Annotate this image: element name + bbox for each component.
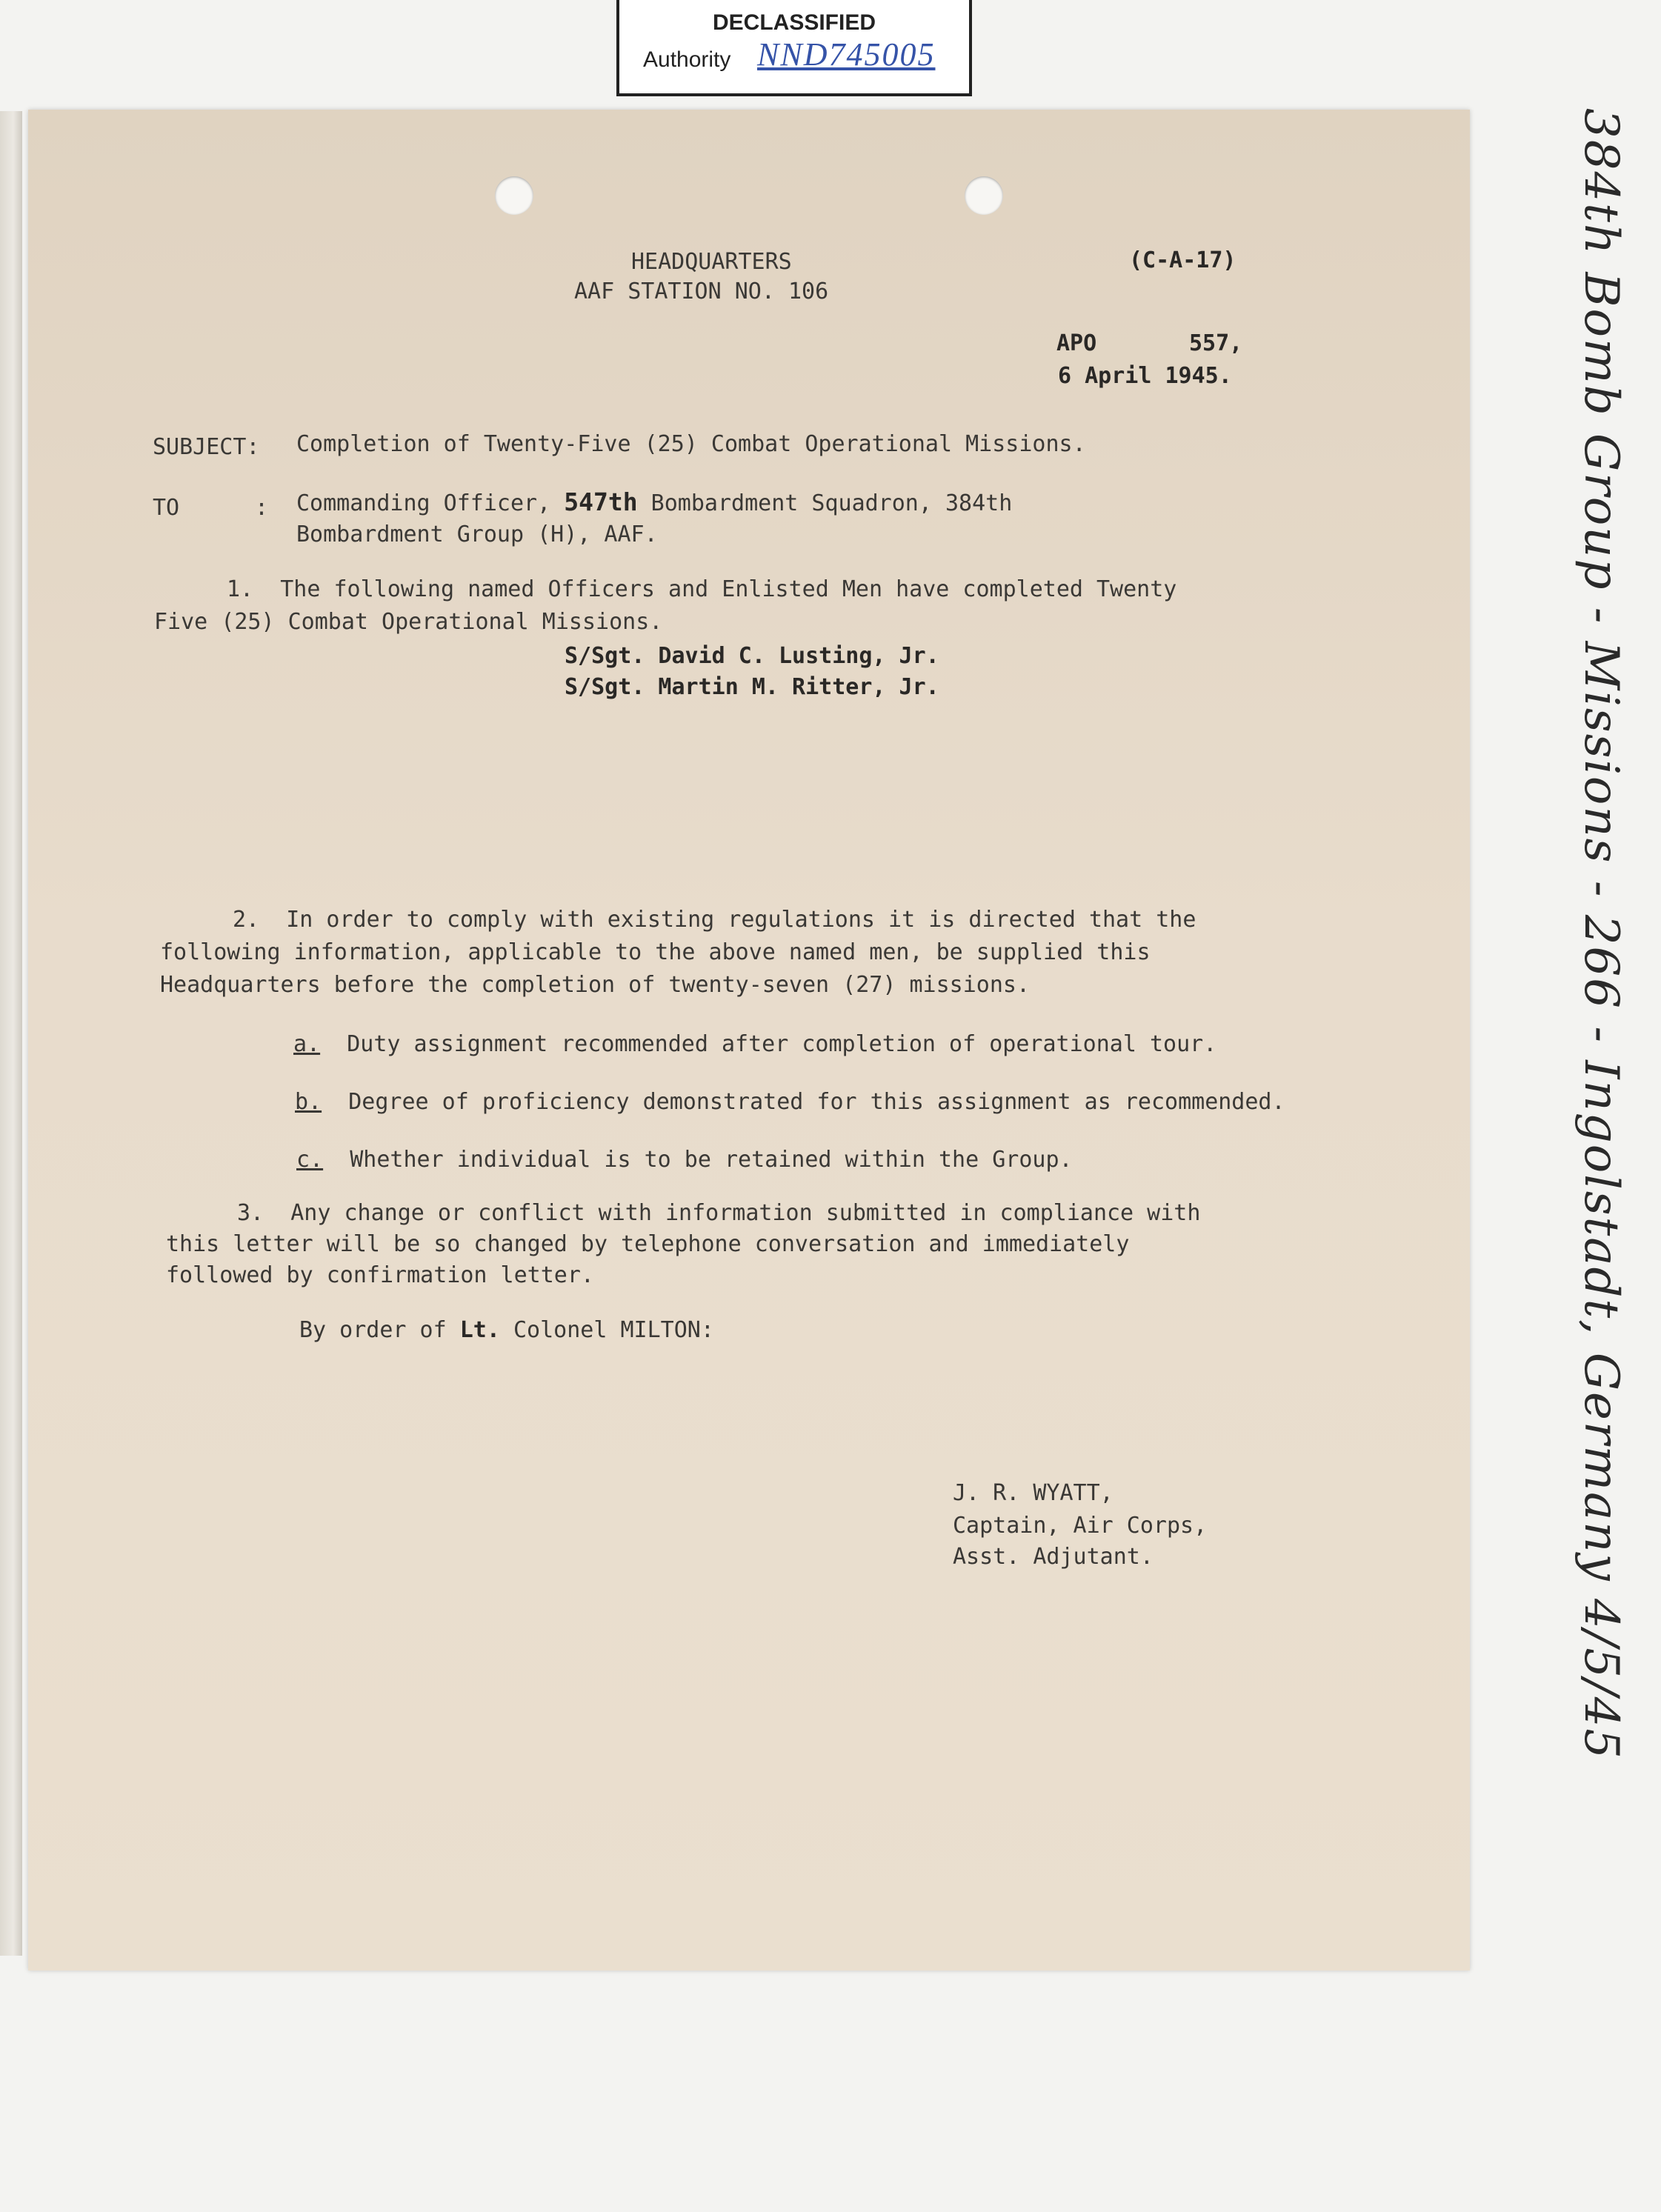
para-2-line-2: following information, applicable to the above named men, be supplied this [160,939,1151,965]
item-a-text: Duty assignment recommended after completion of operational tour. [347,1031,1217,1057]
name-2: S/Sgt. Martin M. Ritter, Jr. [565,674,939,700]
to-line-1-c: Bombardment Squadron, 384th [650,490,1013,516]
apo-number: 557, [1189,330,1243,356]
to-line-1-a: Commanding Officer, [296,490,551,516]
order-line-c: Colonel MILTON: [513,1317,714,1343]
to-line-2: Bombardment Group (H), AAF. [296,522,658,547]
item-b-letter: b. [295,1089,322,1115]
signature-rank: Captain, Air Corps, [953,1513,1208,1539]
item-c-text: Whether individual is to be retained within the Group. [350,1147,1073,1173]
document-sheet [28,110,1470,1971]
to-colon: : [255,495,269,521]
order-rank: Lt. [459,1317,500,1343]
declassified-stamp [616,0,972,96]
squadron-number: 547th [564,487,638,516]
signature-title: Asst. Adjutant. [953,1544,1154,1570]
item-b-text: Degree of proficiency demonstrated for this assignment as recommended. [348,1089,1285,1115]
subject-text: Completion of Twenty-Five (25) Combat Operational Missions. [296,431,1086,457]
subject-label: SUBJECT: [153,434,260,460]
para-3-line-2: this letter will be so changed by telephone conversation and immediately [166,1231,1130,1257]
para-2-line-1: 2. In order to comply with existing regulations it is directed that the [233,907,1196,933]
hq-line-2: AAF STATION NO. 106 [574,279,829,304]
stamp-heading: DECLASSIFIED [712,10,876,35]
para-2-line-3: Headquarters before the completion of twenty-seven (27) missions. [160,972,1030,998]
punch-hole-left [495,176,533,215]
name-1: S/Sgt. David C. Lusting, Jr. [565,643,939,669]
file-code: (C-A-17) [1129,247,1236,273]
hq-line-1: HEADQUARTERS [631,249,792,275]
item-c [296,1144,1073,1176]
signature-name: J. R. WYATT, [953,1480,1114,1506]
item-a [293,1028,1216,1061]
handwritten-margin-note: 384th Bomb Group - Missions - 266 - Ingolstadt, Germany 4/5/45 [1574,108,1628,1760]
item-c-letter: c. [296,1147,324,1173]
to-label: TO [153,495,180,521]
order-line-a: By order of [299,1317,447,1343]
para-1-line-2: Five (25) Combat Operational Missions. [154,609,663,635]
stamp-authority-number: NND745005 [757,36,936,73]
item-a-letter: a. [293,1031,321,1057]
para-3-line-3: followed by confirmation letter. [166,1262,594,1288]
para-3-line-1: 3. Any change or conflict with information submitted in compliance with [237,1200,1201,1226]
underlying-sheets [0,111,22,1956]
item-b [295,1086,1285,1119]
para-1-line-1: 1. The following named Officers and Enlisted Men have completed Twenty [227,576,1177,602]
apo-label: APO [1056,330,1097,356]
stamp-authority-label: Authority [643,47,731,72]
punch-hole-right [965,176,1003,215]
to-line-1 [296,486,1012,520]
order-line [299,1314,714,1347]
letter-date: 6 April 1945. [1058,363,1232,389]
